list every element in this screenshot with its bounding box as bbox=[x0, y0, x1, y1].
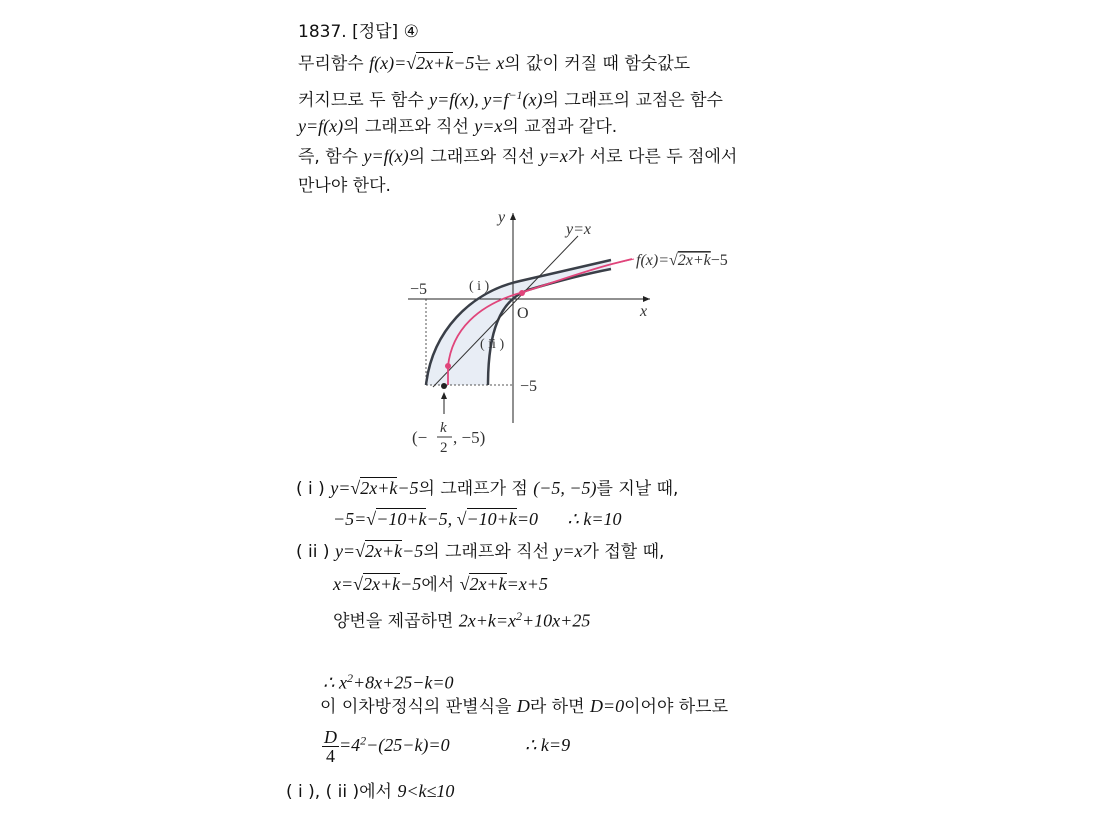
intersection-point bbox=[519, 290, 525, 296]
math-sup: 2 bbox=[516, 609, 523, 623]
math: f(x)= bbox=[369, 53, 407, 73]
math: ∴ x bbox=[323, 672, 347, 693]
therefore-k-10: ∴ k=10 bbox=[567, 509, 622, 529]
pointer-arrow-head bbox=[441, 392, 447, 399]
math: (x) bbox=[522, 89, 543, 110]
text: 라 하면 bbox=[529, 697, 590, 717]
math: y= bbox=[330, 478, 351, 498]
text: 이 이차방정식의 판별식을 bbox=[320, 697, 517, 717]
text: 커지므로 두 함수 bbox=[298, 90, 430, 111]
math: 2x+k=x bbox=[458, 610, 517, 631]
math: =x+5 bbox=[506, 574, 548, 594]
case-2-step-1: x=√2x+k−5에서 √2x+k=x+5 bbox=[333, 574, 548, 595]
text: 즉, 함수 bbox=[298, 147, 364, 167]
math: y=f(x) bbox=[298, 116, 344, 136]
radicand: 2x+k bbox=[360, 478, 398, 498]
final-answer bbox=[286, 779, 454, 804]
fraction-d-over-4 bbox=[322, 728, 339, 765]
math: x bbox=[496, 53, 505, 73]
text: ( i ), ( ii )에서 bbox=[286, 782, 398, 802]
point-label-k: k bbox=[440, 420, 447, 436]
math: −5 bbox=[453, 53, 475, 73]
text: 의 그래프가 점 bbox=[418, 479, 534, 499]
text: 가 서로 다른 두 점에서 bbox=[567, 147, 738, 167]
x-axis-label: x bbox=[640, 303, 648, 320]
y-tick-neg5: −5 bbox=[520, 378, 538, 395]
math: −5, bbox=[426, 509, 457, 529]
math: +8x+25−k=0 bbox=[352, 672, 454, 693]
radicand: −10+k bbox=[466, 509, 517, 529]
text: 의 교점과 같다. bbox=[502, 117, 618, 137]
radicand: 2x+k bbox=[363, 574, 401, 594]
line-y-equals-x bbox=[433, 236, 578, 387]
math: x= bbox=[333, 574, 354, 594]
case-1-result: −5=√−10+k−5, √−10+k=0 ∴ k=10 bbox=[333, 509, 622, 529]
point-minus-k-over-2 bbox=[441, 383, 447, 389]
math-sup: −1 bbox=[508, 88, 523, 102]
text: 이어야 하므로 bbox=[624, 697, 729, 717]
text: 는 bbox=[474, 54, 497, 74]
case-1-label: ( i ) bbox=[469, 279, 490, 294]
case-1-line: ( i ) y=√2x+k−5의 그래프가 점 (−5, −5)를 지날 때, bbox=[296, 478, 679, 499]
math: 9<k≤10 bbox=[397, 781, 455, 801]
text: 의 그래프와 직선 bbox=[408, 147, 540, 167]
line-label: y=x bbox=[566, 221, 591, 238]
math: −5 bbox=[400, 574, 422, 594]
text: 가 접할 때, bbox=[582, 542, 665, 562]
point-label-open: (− bbox=[412, 428, 428, 447]
shaded-band bbox=[426, 260, 611, 385]
text: 에서 bbox=[421, 575, 460, 595]
text: 양변을 제곱하면 bbox=[333, 611, 459, 632]
origin-label: O bbox=[517, 305, 529, 322]
math: (−5, −5) bbox=[533, 478, 597, 498]
math: +10x+25 bbox=[522, 610, 591, 631]
math: −5 bbox=[397, 478, 419, 498]
math: =4 bbox=[339, 735, 361, 755]
point-label-close: , −5) bbox=[453, 428, 486, 447]
answer-tag: [정답] bbox=[352, 22, 399, 42]
radicand: 2x+k bbox=[469, 574, 507, 594]
math: y= bbox=[334, 541, 356, 561]
case-2-line: ( ii ) y=√2x+k−5의 그래프와 직선 y=x가 접할 때, bbox=[296, 541, 665, 562]
text: 를 지날 때, bbox=[596, 479, 679, 499]
case-2-step-3 bbox=[323, 666, 454, 696]
y-axis-label: y bbox=[498, 209, 506, 226]
intro-line-1: 무리함수 f(x)=√2x+k−5는 x의 값이 커질 때 함숫값도 bbox=[298, 53, 691, 74]
text: 무리함수 bbox=[298, 54, 370, 74]
x-tick-neg5: −5 bbox=[410, 281, 428, 298]
math: −(25−k)=0 bbox=[366, 735, 450, 755]
math: y=f bbox=[483, 89, 509, 110]
curve-start-point bbox=[445, 363, 451, 369]
fraction-denominator: 4 bbox=[326, 746, 335, 766]
answer-value: ④ bbox=[403, 22, 419, 42]
math: y=f(x) bbox=[363, 146, 409, 166]
radicand: 2x+k bbox=[416, 53, 454, 73]
curve-label-leader bbox=[612, 259, 634, 264]
case-2-step-2 bbox=[333, 604, 590, 634]
text: 의 그래프와 직선 bbox=[343, 117, 475, 137]
x-axis-arrow bbox=[643, 296, 650, 302]
text: 의 그래프의 교점은 함수 bbox=[542, 90, 723, 111]
radicand: −10+k bbox=[376, 509, 427, 529]
therefore-k-9: ∴ k=9 bbox=[524, 735, 571, 755]
curve-label: f(x)=√2x+k−5 bbox=[636, 252, 728, 269]
math-sup: 2 bbox=[346, 671, 353, 685]
point-label-2: 2 bbox=[440, 440, 448, 456]
text: 의 값이 커질 때 함숫값도 bbox=[504, 54, 691, 74]
math: −5= bbox=[333, 509, 367, 529]
math: y=x bbox=[539, 146, 568, 166]
problem-number: 1837. bbox=[298, 22, 347, 42]
case-2-step-5 bbox=[322, 728, 570, 765]
case-tag: ( i ) bbox=[296, 479, 325, 499]
math: =0 bbox=[516, 509, 538, 529]
math: D bbox=[516, 696, 530, 716]
case-2-step-4 bbox=[320, 694, 728, 719]
case-2-label: ( ii ) bbox=[480, 337, 505, 352]
radicand: 2x+k bbox=[364, 541, 403, 561]
math: y=f(x), bbox=[429, 89, 484, 110]
math: −5 bbox=[402, 541, 424, 561]
fraction-numerator: D bbox=[324, 727, 337, 747]
math: y=x bbox=[474, 116, 503, 136]
case-tag: ( ii ) bbox=[296, 542, 330, 562]
text: 만나야 한다. bbox=[298, 176, 391, 196]
y-axis-arrow bbox=[510, 213, 516, 220]
math: y=x bbox=[554, 541, 583, 561]
math: D=0 bbox=[589, 696, 625, 716]
text: 의 그래프와 직선 bbox=[423, 542, 555, 562]
math-sup: 2 bbox=[360, 733, 367, 748]
